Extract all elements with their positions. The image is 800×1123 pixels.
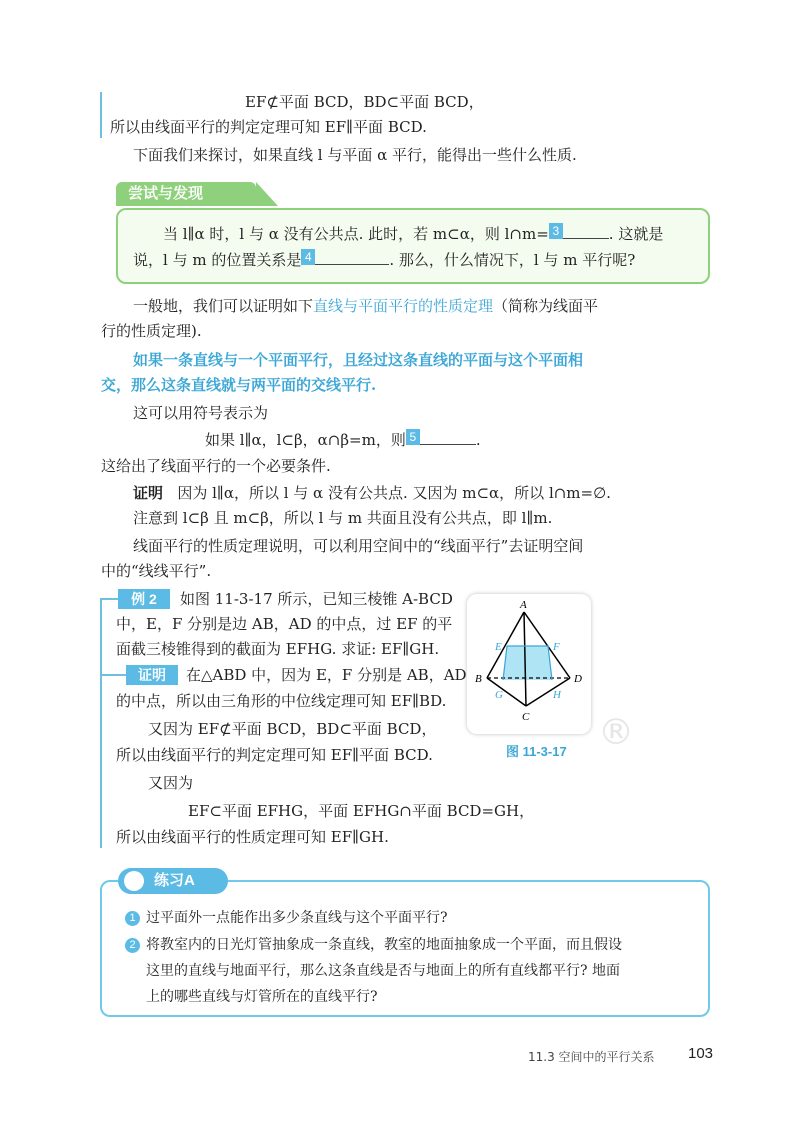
q1-number: 1 [125, 911, 140, 926]
theorem-intro-1: 一般地，我们可以证明如下直线与平面平行的性质定理（简称为线面平 [133, 297, 599, 315]
example-tag-line [100, 598, 120, 600]
example-proof-1: 在△ABD 中，因为 E，F 分别是 AB，AD [186, 666, 467, 684]
section-plane [503, 646, 552, 680]
label-C: C [522, 711, 530, 723]
example-proof-6: EF⊂平面 EFHG，平面 EFHG∩平面 BCD=GH， [188, 802, 535, 820]
theorem-statement-2: 交，那么这条直线就与两平面的交线平行. [101, 376, 377, 394]
example-proof-5: 又因为 [148, 774, 194, 792]
label-H: H [553, 689, 561, 701]
top-line-1: EF⊄平面 BCD，BD⊂平面 BCD， [245, 93, 484, 111]
blank-3[interactable]: 3 [549, 225, 609, 239]
proof-line-1: 证明 因为 l∥α，所以 l 与 α 没有公共点. 又因为 m⊂α，所以 l∩m=∅. [133, 484, 611, 502]
example-proof-7: 所以由线面平行的性质定理可知 EF∥GH. [116, 828, 389, 846]
practice-q2-line-1: 2 将教室内的日光灯管抽象成一条直线，教室的地面抽象成一个平面，而且假设 [125, 935, 622, 955]
blank-4[interactable]: 4 [301, 251, 389, 265]
footer-section: 11.3 空间中的平行关系 [528, 1050, 655, 1064]
explore-box [116, 208, 710, 284]
proof-side-bar-top [100, 92, 102, 138]
theorem-statement-1: 如果一条直线与一个平面平行，且经过这条直线的平面与这个平面相 [133, 351, 584, 369]
label-A: A [520, 599, 527, 611]
blank-5[interactable]: 5 [406, 431, 476, 445]
example-proof-3: 又因为 EF⊄平面 BCD，BD⊂平面 BCD， [148, 720, 437, 738]
q2-number: 2 [125, 938, 140, 953]
label-D: D [574, 673, 582, 685]
example-tag: 例 2 [118, 589, 170, 609]
figure-tetrahedron [467, 594, 591, 734]
label-G: G [495, 689, 503, 701]
explain-line-2: 中的“线线平行”. [101, 562, 212, 580]
example-side-bar [100, 598, 102, 848]
example-proof-4: 所以由线面平行的判定定理可知 EF∥平面 BCD. [116, 746, 433, 764]
top-line-2: 所以由线面平行的判定定理可知 EF∥平面 BCD. [110, 118, 427, 136]
example-proof-2: 的中点，所以由三角形的中位线定理可知 EF∥BD. [116, 692, 447, 710]
practice-tab: 练习A [118, 868, 228, 894]
proof-line-2: 注意到 l⊂β 且 m⊂β，所以 l 与 m 共面且没有公共点，即 l∥m. [133, 509, 553, 527]
practice-q2-line-3: 上的哪些直线与灯管所在的直线平行? [146, 989, 378, 1005]
proof-label: 证明 [133, 485, 164, 502]
label-E: E [495, 641, 502, 653]
explore-tab: 尝试与发现 [116, 182, 256, 206]
watermark-registered: ® [598, 712, 634, 753]
theorem-intro-2: 行的性质定理). [101, 322, 202, 340]
label-F: F [553, 641, 560, 653]
explain-line-1: 线面平行的性质定理说明，可以利用空间中的“线面平行”去证明空间 [133, 537, 584, 555]
example-line-2: 中，E，F 分别是边 AB，AD 的中点，过 EF 的平 [116, 615, 453, 633]
pencil-icon [124, 871, 144, 891]
explore-line-2: 说，l 与 m 的位置关系是 4 . 那么，什么情况下，l 与 m 平行呢? [133, 250, 636, 269]
example-line-1: 如图 11-3-17 所示，已知三棱锥 A-BCD [180, 590, 453, 608]
page-number: 103 [688, 1045, 714, 1062]
example-line-3: 面截三棱锥得到的截面为 EFHG. 求证: EF∥GH. [116, 640, 440, 658]
tetrahedron-diagram [467, 594, 591, 734]
explore-line-1: 当 l∥α 时，l 与 α 没有公共点. 此时，若 m⊂α，则 l∩m= 3 . 这就是 [163, 224, 664, 243]
example-proof-tag: 证明 [126, 665, 178, 685]
figure-caption: 图 11-3-17 [506, 744, 567, 759]
practice-q2-line-2: 这里的直线与地面平行，那么这条直线是否与地面上的所有直线都平行? 地面 [146, 963, 620, 979]
symbol-intro: 这可以用符号表示为 [133, 404, 269, 422]
proof-tag-line [100, 674, 126, 676]
label-B: B [475, 673, 482, 685]
practice-q1: 1 过平面外一点能作出多少条直线与这个平面平行? [125, 908, 448, 928]
necessary-condition: 这给出了线面平行的一个必要条件. [101, 457, 331, 475]
symbol-statement: 如果 l∥α，l⊂β，α∩β=m，则 5 . [205, 430, 481, 449]
top-line-3: 下面我们来探讨，如果直线 l 与平面 α 平行，能得出一些什么性质. [133, 146, 577, 164]
